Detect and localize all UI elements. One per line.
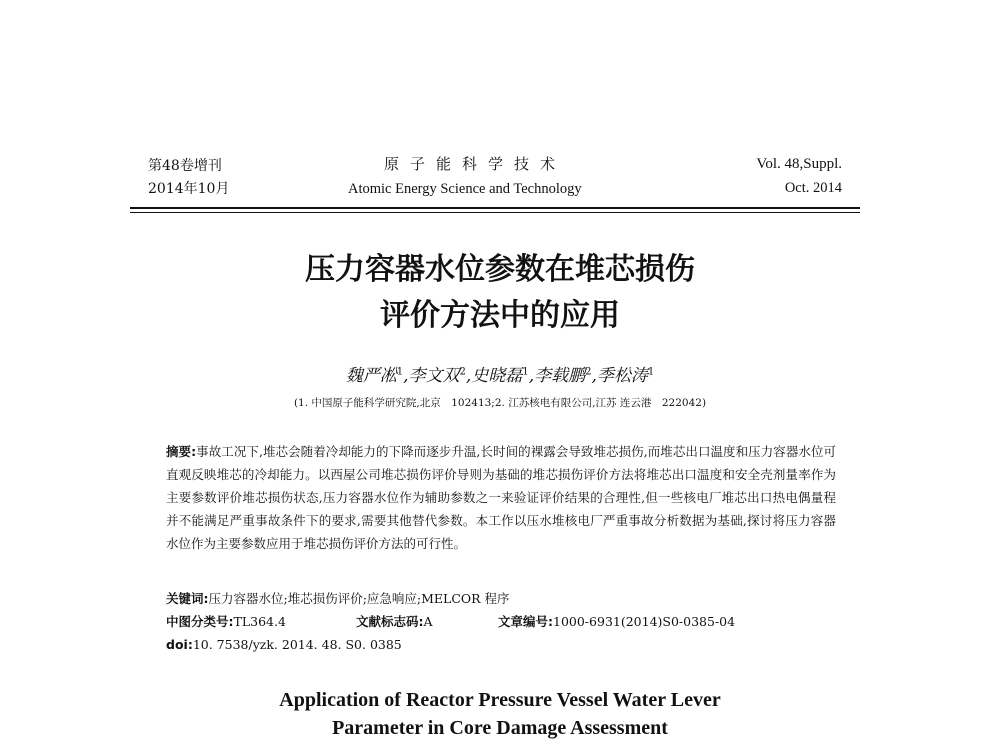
english-title-line-2: Parameter in Core Damage Assessment — [332, 717, 668, 739]
doi-line — [166, 637, 402, 652]
abstract-label: 摘要: — [166, 444, 197, 459]
clc-label: 中图分类号: — [166, 614, 234, 629]
author-name: 史晓磊 — [471, 366, 523, 386]
author-affiliation-mark: 2 — [585, 366, 592, 378]
article-no-value: 1000-6931(2014)S0-0385-04 — [553, 614, 736, 629]
author-name: 季松涛 — [596, 366, 648, 386]
journal-name-en: Atomic Energy Science and Technology — [348, 181, 582, 197]
abstract-paragraph — [166, 440, 836, 555]
doi-label: doi: — [166, 637, 193, 652]
date-cn: 2014年10月 — [148, 181, 230, 197]
author-affiliation-mark: 1 — [647, 366, 655, 378]
author-affiliation-mark: 1 — [396, 366, 404, 378]
paper-title-line-1: 压力容器水位参数在堆芯损伤 — [305, 252, 695, 287]
header-rule-thick — [130, 207, 860, 209]
journal-name-cn: 原子能科学技术 — [384, 155, 567, 173]
author-name: 魏严凇 — [345, 366, 397, 386]
author-separator: , — [403, 366, 409, 386]
author-affiliation-mark: 1 — [522, 366, 529, 378]
english-title-line-1: Application of Reactor Pressure Vessel Water Lever — [279, 689, 721, 711]
author-separator: , — [528, 366, 535, 386]
volume-en: Vol. 48,Suppl. — [756, 156, 842, 172]
clc-value: TL364.4 — [233, 614, 286, 629]
author-list — [0, 361, 1000, 386]
doc-code-label: 文献标志码: — [356, 614, 424, 629]
article-no-label: 文章编号: — [498, 614, 553, 629]
document-code — [356, 612, 433, 630]
doc-code-value: A — [423, 614, 433, 629]
author-separator: , — [591, 366, 597, 386]
clc-number — [166, 612, 286, 630]
keywords-line — [166, 589, 510, 607]
affiliation-line: (1. 中国原子能科学研究院,北京 102413;2. 江苏核电有限公司,江苏 连云港 222042) — [293, 397, 707, 409]
author-affiliation-mark: 2 — [459, 366, 466, 378]
author-separator: , — [465, 366, 472, 386]
keywords-text: 压力容器水位;堆芯损伤评价;应急响应;MELCOR 程序 — [208, 591, 510, 606]
keywords-label: 关键词: — [166, 591, 209, 606]
doi-value: 10. 7538/yzk. 2014. 48. S0. 0385 — [192, 637, 402, 652]
author-name: 李文双 — [408, 366, 460, 386]
volume-cn: 第48卷增刊 — [148, 158, 222, 174]
author-name: 李载鹏 — [534, 366, 586, 386]
paper-title-line-2: 评价方法中的应用 — [380, 298, 620, 333]
abstract-text: 事故工况下,堆芯会随着冷却能力的下降而逐步升温,长时间的裸露会导致堆芯损伤,而堆芯出口温度和压力容器水位可直观反映堆芯的冷却能力。以西屋公司堆芯损伤评价导则为基础的堆芯损伤评价方法将堆芯出口温度和安全壳剂量率作为主要参数评价堆芯损伤状态,压力容器水位作为辅助参数之一来验证评价结果的合理性,但一些核电厂堆芯出口热电偶量程并不能满足严重事故条件下的要求,需要其他替代参数。本工作以压水堆核电厂严重事故分析数据为基础,探讨将压力容器水位作为主要参数应用于堆芯损伤评价方法的可行性。 — [166, 444, 836, 551]
date-en: Oct. 2014 — [784, 180, 842, 196]
article-number — [498, 612, 735, 630]
header-rule-thin — [130, 212, 860, 213]
